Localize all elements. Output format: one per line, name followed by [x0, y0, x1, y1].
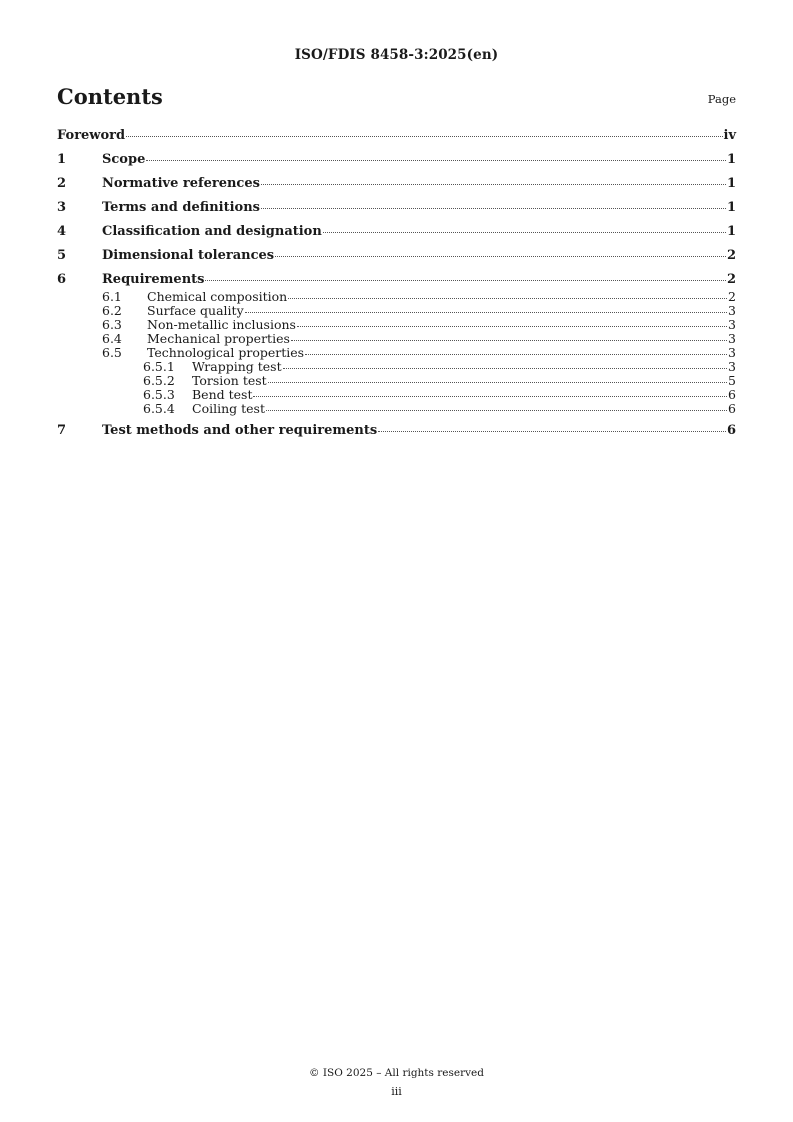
- toc-entry-number: 6.1: [102, 289, 122, 304]
- dot-leader: [205, 280, 725, 281]
- copyright-notice: © ISO 2025 – All rights reserved: [309, 1067, 484, 1079]
- toc-entry-foreword[interactable]: [57, 128, 736, 146]
- toc-entry-title: Test methods and other requirements: [102, 423, 378, 438]
- toc-entry-clause-1[interactable]: [57, 152, 736, 170]
- contents-heading: Contents: [57, 84, 163, 109]
- toc-entry-number: 6.5.3: [143, 387, 175, 402]
- dot-leader: [268, 382, 727, 383]
- toc-entry-number: 6.2: [102, 303, 122, 318]
- toc-entry-clause-6[interactable]: [57, 272, 736, 290]
- toc-entry-number: 6.5.1: [143, 359, 175, 374]
- toc-entry-page: 1: [726, 200, 736, 215]
- toc-entry-clause-7[interactable]: [57, 423, 736, 441]
- toc-entry-page: 1: [726, 224, 736, 239]
- dot-leader: [297, 326, 727, 327]
- dot-leader: [275, 256, 726, 257]
- toc-entry-subclause-6-5[interactable]: [57, 346, 736, 360]
- toc-entry-number: 6: [57, 272, 67, 287]
- toc-entry-subsubclause-6-5-1[interactable]: [57, 360, 736, 374]
- dot-leader: [323, 232, 726, 233]
- toc-entry-title: Torsion test: [192, 373, 267, 388]
- toc-entry-title: Surface quality: [147, 303, 244, 318]
- toc-entry-subclause-6-3[interactable]: [57, 318, 736, 332]
- toc-entry-page: 2: [728, 289, 736, 304]
- toc-entry-subclause-6-4[interactable]: [57, 332, 736, 346]
- toc-entry-title: Classification and designation: [102, 224, 322, 239]
- dot-leader: [378, 431, 726, 432]
- toc-entry-title: Bend test: [192, 387, 253, 402]
- dot-leader: [146, 160, 726, 161]
- table-of-contents: [57, 128, 736, 447]
- toc-entry-number: 4: [57, 224, 67, 239]
- toc-entry-subsubclause-6-5-2[interactable]: [57, 374, 736, 388]
- toc-entry-title: Non-metallic inclusions: [147, 317, 296, 332]
- toc-entry-title: Coiling test: [192, 401, 265, 416]
- toc-entry-subclause-6-2[interactable]: [57, 304, 736, 318]
- dot-leader: [253, 396, 727, 397]
- page-column-label: Page: [707, 92, 736, 106]
- toc-entry-title: Dimensional tolerances: [102, 248, 275, 263]
- toc-entry-clause-2[interactable]: [57, 176, 736, 194]
- toc-entry-title: Terms and definitions: [102, 200, 260, 215]
- dot-leader: [288, 298, 727, 299]
- toc-entry-page: 3: [728, 331, 736, 346]
- dot-leader: [305, 354, 727, 355]
- toc-entry-page: 3: [728, 317, 736, 332]
- toc-entry-title: Normative references: [102, 176, 260, 191]
- toc-entry-number: 7: [57, 423, 67, 438]
- toc-entry-title: Technological properties: [147, 345, 305, 360]
- toc-entry-number: 1: [57, 152, 67, 167]
- document-id: ISO/FDIS 8458-3:2025(en): [294, 47, 499, 63]
- toc-entry-number: 3: [57, 200, 67, 215]
- toc-entry-page: 1: [726, 176, 736, 191]
- dot-leader: [261, 184, 726, 185]
- toc-entry-page: 2: [726, 248, 736, 263]
- toc-entry-number: 6.5.4: [143, 401, 175, 416]
- dot-leader: [283, 368, 727, 369]
- toc-entry-page: 6: [728, 401, 736, 416]
- toc-entry-clause-5[interactable]: [57, 248, 736, 266]
- toc-entry-clause-4[interactable]: [57, 224, 736, 242]
- toc-entry-number: 2: [57, 176, 67, 191]
- toc-entry-number: 6.3: [102, 317, 122, 332]
- toc-entry-title: Mechanical properties: [147, 331, 290, 346]
- toc-entry-title: Requirements: [102, 272, 205, 287]
- toc-entry-subclause-6-1[interactable]: [57, 290, 736, 304]
- page-number: iii: [391, 1085, 402, 1098]
- toc-entry-subsubclause-6-5-3[interactable]: [57, 388, 736, 402]
- dot-leader: [245, 312, 727, 313]
- toc-entry-page: 2: [726, 272, 736, 287]
- toc-entry-title: Scope: [102, 152, 146, 167]
- toc-entry-number: 6.5.2: [143, 373, 175, 388]
- toc-entry-page: 3: [728, 345, 736, 360]
- dot-leader: [291, 340, 727, 341]
- toc-entry-subsubclause-6-5-4[interactable]: [57, 402, 736, 416]
- toc-entry-number: 6.4: [102, 331, 122, 346]
- toc-entry-page: 3: [728, 303, 736, 318]
- toc-entry-title: Wrapping test: [192, 359, 282, 374]
- toc-entry-page: 5: [728, 373, 736, 388]
- toc-entry-clause-3[interactable]: [57, 200, 736, 218]
- toc-entry-number: 6.5: [102, 345, 122, 360]
- toc-entry-page: iv: [723, 128, 736, 143]
- dot-leader: [261, 208, 726, 209]
- toc-entry-page: 6: [726, 423, 736, 438]
- toc-entry-title: Chemical composition: [147, 289, 288, 304]
- toc-entry-number: 5: [57, 248, 67, 263]
- dot-leader: [126, 136, 722, 137]
- toc-entry-page: 1: [726, 152, 736, 167]
- toc-entry-page: 6: [728, 387, 736, 402]
- dot-leader: [266, 410, 727, 411]
- toc-entry-page: 3: [728, 359, 736, 374]
- toc-entry-title: Foreword: [57, 128, 126, 143]
